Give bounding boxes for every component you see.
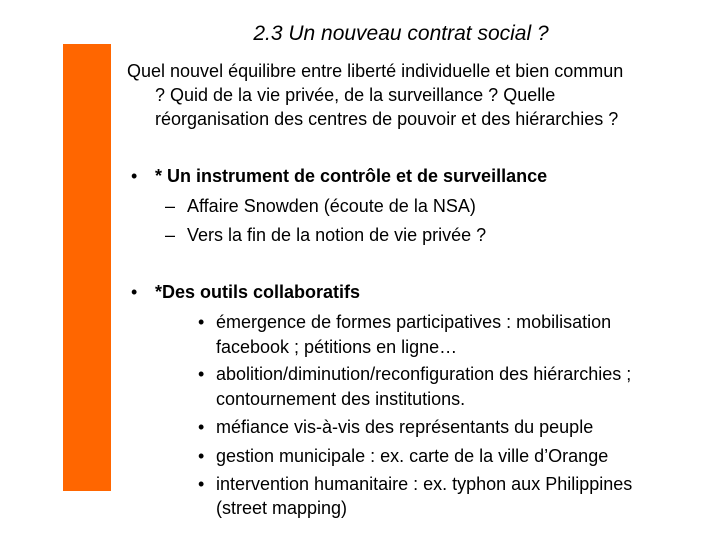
accent-bar	[63, 44, 111, 491]
bullet-icon: •	[198, 446, 205, 466]
bullet-icon: •	[198, 474, 205, 494]
list-item-text: intervention humanitaire : ex. typhon aux Philippines	[216, 474, 633, 494]
slide-title: 2.3 Un nouveau contrat social ?	[253, 22, 549, 45]
intro-line: réorganisation des centres de pouvoir et des hiérarchies ?	[155, 109, 619, 129]
list-item-text: contournement des institutions.	[216, 389, 466, 409]
bullet-icon: •	[131, 166, 138, 186]
list-item-text: gestion municipale : ex. carte de la ville d’Orange	[216, 446, 609, 466]
bullet-icon: •	[131, 282, 138, 302]
bullet-icon: •	[198, 364, 205, 384]
intro-line: ? Quid de la vie privée, de la surveillance ? Quelle	[155, 85, 556, 105]
list-item-text: (street mapping)	[216, 498, 348, 518]
bullet-icon: •	[198, 312, 205, 332]
list-item-text: facebook ; pétitions en ligne…	[216, 337, 458, 357]
dash-bullet-icon: –	[165, 225, 176, 245]
list-item-text: Vers la fin de la notion de vie privée ?	[187, 225, 487, 245]
intro-line: Quel nouvel équilibre entre liberté individuelle et bien commun	[127, 61, 624, 81]
intro-paragraph	[127, 59, 697, 131]
list-item-text: Affaire Snowden (écoute de la NSA)	[187, 196, 476, 216]
section-heading-text: * Un instrument de contrôle et de surveillance	[155, 166, 548, 186]
list-item-text: abolition/diminution/reconfiguration des hiérarchies ;	[216, 364, 632, 384]
section-heading-text: *Des outils collaboratifs	[155, 282, 361, 302]
dash-bullet-icon: –	[165, 196, 176, 216]
list-item-text: méfiance vis-à-vis des représentants du peuple	[216, 417, 594, 437]
list-item-text: émergence de formes participatives : mobilisation	[216, 312, 612, 332]
bullet-icon: •	[198, 417, 205, 437]
